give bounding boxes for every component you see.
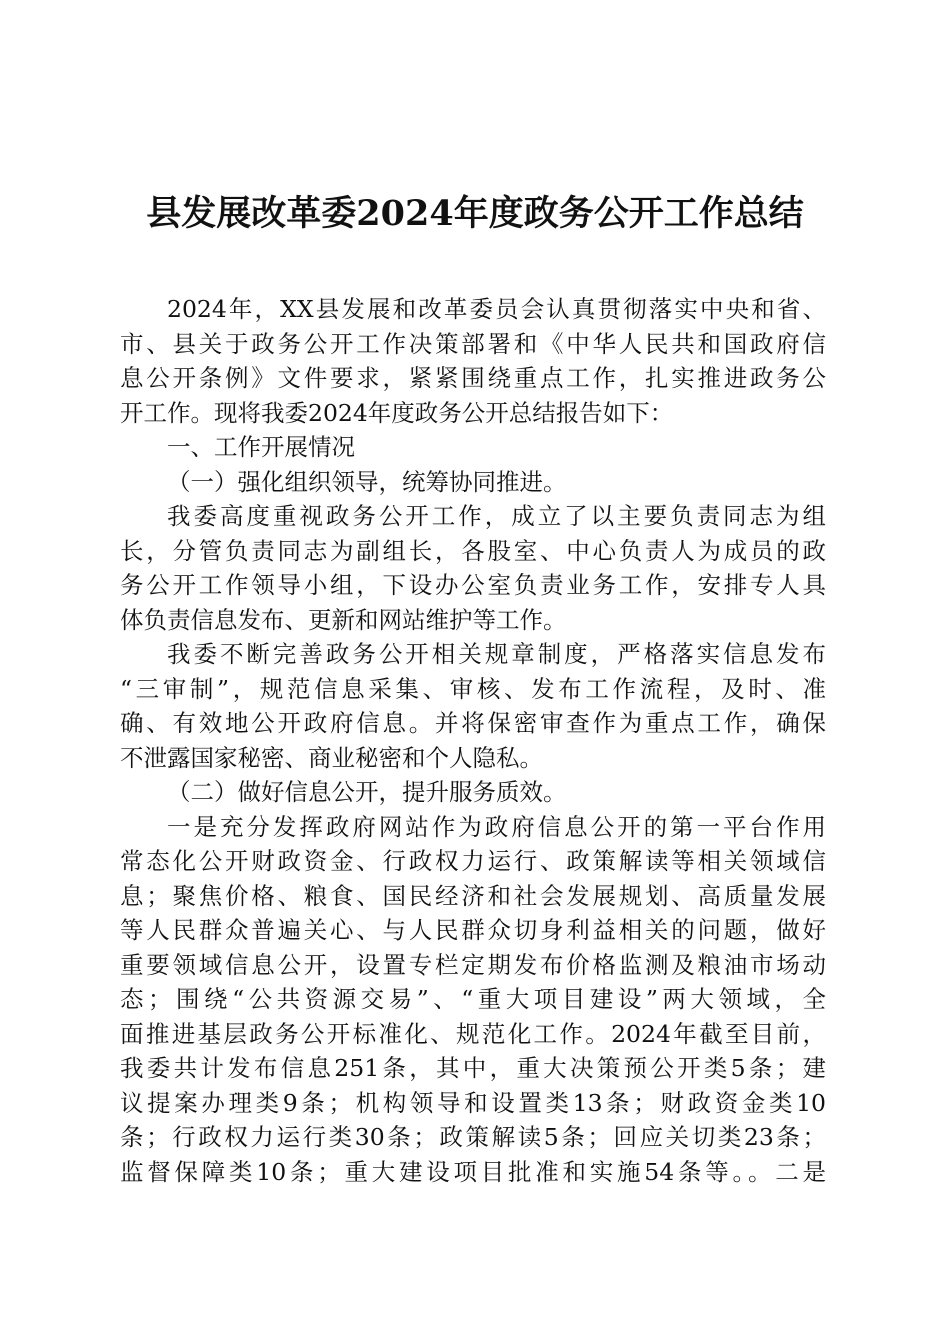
subheading-text: （二）做好信息公开，提升服务质效。 [167, 778, 567, 806]
text-line: 2024年，XX县发展和改革委员会认真贯彻落实中央和省、 [167, 295, 826, 323]
text-line: 务公开工作领导小组，下设办公室负责业务工作，安排专人具 [120, 571, 826, 599]
text-line: 一是充分发挥政府网站作为政府信息公开的第一平台作用 [167, 812, 826, 841]
document-title: 县发展改革委2024年度政务公开工作总结 [146, 193, 804, 234]
text-line: 我委高度重视政务公开工作，成立了以主要负责同志为组 [167, 502, 826, 530]
subheading-text: （一）强化组织领导，统筹协同推进。 [167, 467, 567, 496]
text-line: 监督保障类10条；重大建设项目批准和实施54条等。。二是 [120, 1157, 826, 1186]
text-line: 市、县关于政务公开工作决策部署和《中华人民共和国政府信 [120, 329, 826, 358]
text-line: 不泄露国家秘密、商业秘密和个人隐私。 [120, 743, 543, 772]
paragraph-organization [120, 499, 826, 637]
heading-text: 一、工作开展情况 [167, 433, 355, 461]
text-line: 体负责信息发布、更新和网站维护等工作。 [120, 605, 567, 634]
document-body [120, 292, 826, 1189]
text-line: 长，分管负责同志为副组长，各股室、中心负责人为成员的政 [120, 536, 826, 565]
text-line: 态；围绕“公共资源交易”、“重大项目建设”两大领域，全 [120, 985, 826, 1013]
text-line: “三审制”，规范信息采集、审核、发布工作流程，及时、准 [120, 674, 826, 703]
text-line: 开工作。现将我委2024年度政务公开总结报告如下： [120, 398, 674, 427]
text-line: 常态化公开财政资金、行政权力运行、政策解读等相关领域信 [120, 847, 826, 875]
subsection-heading [120, 465, 826, 500]
text-line: 我委共计发布信息251条，其中，重大决策预公开类5条；建 [120, 1054, 826, 1082]
text-line: 确、有效地公开政府信息。并将保密审查作为重点工作，确保 [120, 709, 826, 737]
paragraph-intro [120, 292, 826, 430]
paragraph-disclosure [120, 810, 826, 1190]
text-line: 等人民群众普遍关心、与人民群众切身利益相关的问题，做好 [120, 916, 826, 944]
text-line: 息；聚焦价格、粮食、国民经济和社会发展规划、高质量发展 [120, 881, 826, 910]
section-heading [120, 430, 826, 465]
text-line: 条；行政权力运行类30条；政策解读5条；回应关切类23条； [120, 1123, 826, 1151]
text-line: 息公开条例》文件要求，紧紧围绕重点工作，扎实推进政务公 [120, 364, 826, 392]
text-line: 我委不断完善政务公开相关规章制度，严格落实信息发布 [167, 640, 826, 668]
text-line: 重要领域信息公开，设置专栏定期发布价格监测及粮油市场动 [120, 950, 826, 979]
text-line: 议提案办理类9条；机构领导和设置类13条；财政资金类10 [120, 1088, 826, 1117]
paragraph-regulations [120, 637, 826, 775]
subsection-heading [120, 775, 826, 810]
text-line: 面推进基层政务公开标准化、规范化工作。2024年截至目前， [120, 1019, 826, 1048]
